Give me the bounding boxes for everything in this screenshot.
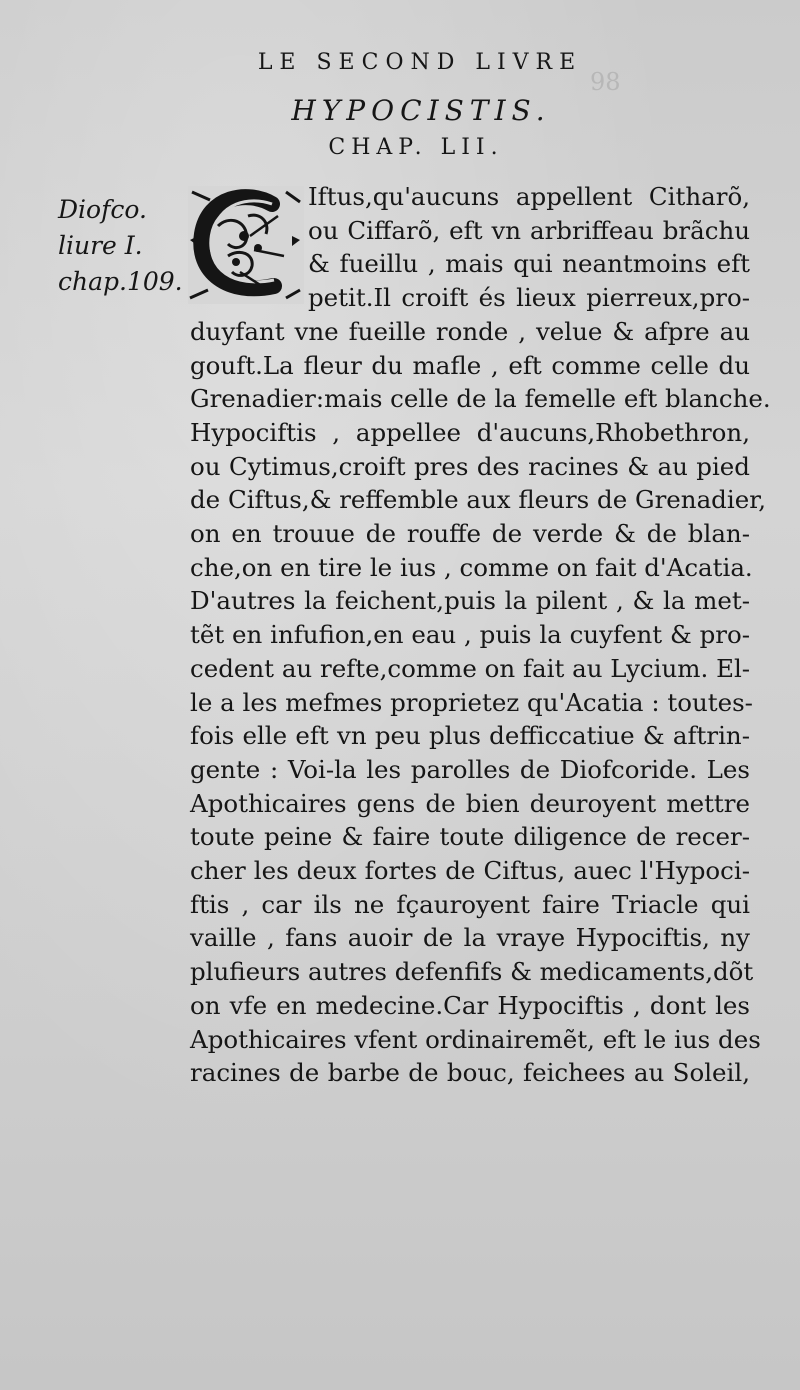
text-line: plufieurs autres defenfifs & medicaments,dõt (190, 957, 754, 987)
text-line: Grenadier:mais celle de la femelle eft blanche. (190, 384, 771, 414)
text-line: le a les mefmes proprietez qu'Acatia : toutes- (190, 687, 753, 717)
text-line: on vfe en medecine.Car Hypociftis , dont les (190, 990, 750, 1020)
show-through-page-number: 98 (590, 68, 621, 96)
text-line: fois elle eft vn peu plus defficcatiue & aftrin- (190, 721, 750, 751)
text-line: racines de barbe de bouc, feichees au Soleil, (190, 1058, 750, 1088)
text-line: duyfant vne fueille ronde , velue & afpre au (190, 316, 750, 346)
text-line: tẽt en infufion,en eau , puis la cuyfent & pro- (190, 620, 750, 650)
marginal-line: Diofco. (58, 195, 147, 224)
text-line: Apothicaires vfent ordinairemẽt, eft le ius des (190, 1024, 761, 1054)
chapter-number: CHAP. LII. (328, 135, 504, 160)
chapter-title: HYPOCISTIS. (291, 94, 551, 127)
text-line: toute peine & faire toute diligence de recer- (190, 822, 750, 852)
text-line: petit.Il croift és lieux pierreux,pro- (308, 283, 750, 313)
text-line: vaille , fans auoir de la vraye Hypociftis, ny (190, 923, 750, 953)
marginal-line: chap.109. (58, 267, 183, 296)
text-line: cher les deux fortes de Ciftus, auec l'Hypoci- (190, 856, 750, 886)
text-line: D'autres la feichent,puis la pilent , & la met- (190, 586, 750, 616)
text-line: gouft.La fleur du mafle , eft comme celle du (190, 350, 750, 380)
text-line: Hypociftis , appellee d'aucuns,Rhobethron, (190, 417, 750, 447)
text-line: ftis , car ils ne fçauroyent faire Triacle qui (190, 889, 750, 919)
marginal-line: liure I. (58, 231, 143, 260)
text-line: ou Ciffarõ, eft vn arbriffeau brãchu (308, 215, 750, 245)
text-line: che,on en tire le ius , comme on fait d'Acatia. (190, 552, 753, 582)
body-text (190, 180, 771, 1090)
text-line: cedent au refte,comme on fait au Lycium. El- (190, 653, 751, 683)
text-line: gente : Voi-la les parolles de Diofcoride. Les (190, 754, 750, 784)
text-line: Apothicaires gens de bien deuroyent mettre (190, 788, 750, 818)
running-head: LE SECOND LIVRE (257, 50, 583, 75)
marginal-note (58, 192, 183, 300)
text-line: on en trouue de rouffe de verde & de blan- (190, 519, 750, 549)
text-line: ou Cytimus,croift pres des racines & au pied (190, 451, 750, 481)
text-line: & fueillu , mais qui neantmoins eft (308, 249, 750, 279)
text-line: Iftus,qu'aucuns appellent Citharõ, (308, 182, 750, 211)
text-line: de Ciftus,& reffemble aux fleurs de Grenadier, (190, 485, 767, 515)
